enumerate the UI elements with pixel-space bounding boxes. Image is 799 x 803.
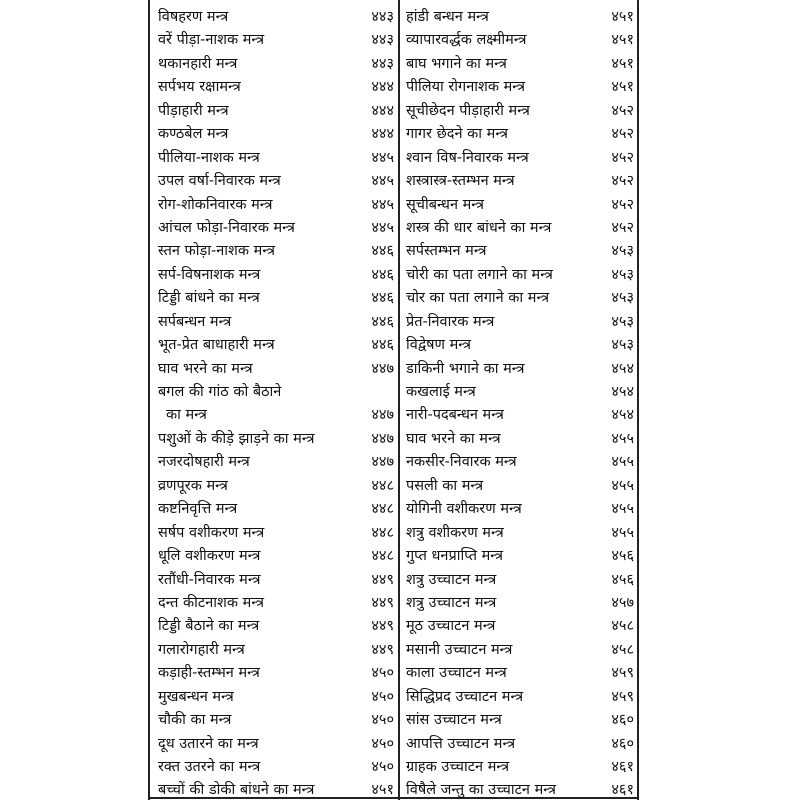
entry-title: योगिनी वशीकरण मन्त्र <box>406 501 522 518</box>
entry-title: मूठ उच्चाटन मन्त्र <box>406 618 496 635</box>
entry-page-number: ४५५ <box>611 430 634 447</box>
index-entry <box>406 522 638 545</box>
entry-title: रतौंधी-निवारक मन्त्र <box>158 571 261 588</box>
entry-title: चोर का पता लगाने का मन्त्र <box>406 290 550 307</box>
index-entry <box>406 287 638 310</box>
entry-title: आंचल फोड़ा-निवारक मन्त्र <box>158 219 295 236</box>
index-entry <box>158 522 394 545</box>
index-entry <box>158 147 394 170</box>
index-entry <box>158 545 394 568</box>
entry-page-number: ४५८ <box>611 641 634 658</box>
entry-page-number: ४५२ <box>611 196 634 213</box>
entry-page-number: ४५१ <box>611 9 634 25</box>
entry-page-number: ४४५ <box>371 219 394 236</box>
entry-page-number: ४४५ <box>371 173 394 190</box>
entry-title: वरें पीड़ा-नाशक मन्त्र <box>158 32 265 49</box>
index-entry <box>158 428 394 451</box>
entry-title: पीलिया-नाशक मन्त्र <box>158 149 260 166</box>
index-entry <box>406 404 638 427</box>
entry-title: प्रेत-निवारक मन्त्र <box>406 313 495 330</box>
entry-page-number: ४५२ <box>611 149 634 166</box>
index-entry <box>406 123 638 146</box>
entry-page-number: ४५३ <box>611 313 634 330</box>
index-entry <box>406 569 638 592</box>
entry-title: शत्रु उच्चाटन मन्त्र <box>406 594 497 611</box>
entry-page-number: ४४३ <box>371 55 394 72</box>
entry-page-number: ४४८ <box>371 524 394 541</box>
entry-page-number: ४५३ <box>611 337 634 354</box>
entry-title: डाकिनी भगाने का मन्त्र <box>406 360 525 377</box>
entry-page-number: ४४९ <box>371 571 394 588</box>
index-entry <box>406 217 638 240</box>
entry-page-number: ४४६ <box>371 266 394 283</box>
entry-title: सर्प-विषनाशक मन्त्र <box>158 266 261 283</box>
entry-title: मसानी उच्चाटन मन्त्र <box>406 641 513 658</box>
index-entry <box>158 311 394 334</box>
entry-title: व्रणपूरक मन्त्र <box>158 477 228 494</box>
index-entry <box>406 358 638 381</box>
entry-title: पशुओं के कीड़े झाड़ने का मन्त्र <box>158 430 315 447</box>
index-entry <box>406 451 638 474</box>
index-entry <box>406 194 638 217</box>
entry-title: कण्ठबेल मन्त्र <box>158 126 229 143</box>
index-entry <box>406 311 638 334</box>
index-entry <box>406 756 638 779</box>
entry-page-number: ४५१ <box>611 32 634 49</box>
entry-page-number: ४५० <box>371 665 394 682</box>
entry-page-number: ४५१ <box>611 55 634 72</box>
entry-page-number: ४४९ <box>371 618 394 635</box>
entry-title: शस्त्रास्त्र-स्तम्भन मन्त्र <box>406 173 515 190</box>
index-entry <box>158 194 394 217</box>
entry-title: बगल की गांठ को बैठाने <box>158 384 282 400</box>
entry-page-number: ४५५ <box>611 477 634 494</box>
index-entry <box>406 240 638 263</box>
index-entry <box>158 53 394 76</box>
entry-page-number: ४४७ <box>371 430 394 447</box>
entry-page-number: ४५० <box>371 712 394 729</box>
entry-page-number: ४५२ <box>611 126 634 143</box>
entry-title: चोरी का पता लगाने का मन्त्र <box>406 266 553 283</box>
entry-page-number: ४५३ <box>611 243 634 260</box>
entry-title: गागर छेदने का मन्त्र <box>406 126 509 143</box>
entry-page-number: ४४५ <box>371 149 394 166</box>
entry-page-number: ४५५ <box>611 501 634 518</box>
entry-title: कड़ाही-स्तम्भन मन्त्र <box>158 665 260 682</box>
index-entry <box>158 170 394 193</box>
entry-page-number: ४५८ <box>611 618 634 635</box>
entry-page-number: ४५२ <box>611 102 634 119</box>
entry-title: मुखबन्धन मन्त्र <box>158 688 234 705</box>
entry-title: दूध उतारने का मन्त्र <box>158 735 259 752</box>
index-entry <box>406 170 638 193</box>
entry-title: शस्त्र की धार बांधने का मन्त्र <box>406 219 552 236</box>
entry-page-number: ४४३ <box>371 32 394 49</box>
index-entry <box>406 334 638 357</box>
entry-page-number: ४६१ <box>611 759 634 775</box>
index-entry <box>158 6 394 29</box>
entry-page-number: ४५० <box>371 759 394 775</box>
entry-page-number: ४५५ <box>611 524 634 541</box>
entry-title: काला उच्चाटन मन्त्र <box>406 665 507 682</box>
index-entry <box>406 662 638 685</box>
entry-title: विषहरण मन्त्र <box>158 9 229 25</box>
entry-page-number: ४४७ <box>371 407 394 424</box>
index-entry <box>158 615 394 638</box>
entry-title: घाव भरने का मन्त्र <box>158 360 253 377</box>
index-entry <box>158 381 394 404</box>
index-entry <box>406 733 638 756</box>
index-entry <box>158 756 394 779</box>
entry-title: सर्पभय रक्षामन्त्र <box>158 79 241 96</box>
index-entry <box>406 381 638 404</box>
entry-title: स्तन फोड़ा-नाशक मन्त्र <box>158 243 276 260</box>
entry-title: विद्वेषण मन्त्र <box>406 337 472 354</box>
entry-title: सांस उच्चाटन मन्त्र <box>406 712 502 729</box>
entry-title: सर्पबन्धन मन्त्र <box>158 313 232 330</box>
entry-page-number: ४५४ <box>611 360 634 377</box>
entry-page-number: ४५६ <box>611 548 634 565</box>
index-entry <box>158 779 394 802</box>
entry-page-number: ४४६ <box>371 290 394 307</box>
entry-title: पीलिया रोगनाशक मन्त्र <box>406 79 525 96</box>
index-entry <box>158 76 394 99</box>
entry-title: गलारोगहारी मन्त्र <box>158 641 245 658</box>
index-entry <box>406 6 638 29</box>
index-entry <box>406 686 638 709</box>
index-entry <box>406 475 638 498</box>
entry-title: व्यापारवर्द्धक लक्ष्मीमन्त्र <box>406 32 527 49</box>
entry-title: गुप्त धनप्राप्ति मन्त्र <box>406 548 503 565</box>
entry-title: हांडी बन्धन मन्त्र <box>406 9 489 25</box>
index-entry <box>406 428 638 451</box>
index-entry <box>158 334 394 357</box>
entry-title: सर्पस्तम्भन मन्त्र <box>406 243 487 260</box>
index-entry <box>158 404 394 427</box>
right-index-column <box>406 6 638 803</box>
entry-page-number: ४६१ <box>611 782 634 799</box>
index-entry <box>406 545 638 568</box>
entry-title: श्वान विष-निवारक मन्त्र <box>406 149 529 166</box>
entry-title: नजरदोषहारी मन्त्र <box>158 454 250 471</box>
index-entry <box>158 733 394 756</box>
index-entry <box>406 615 638 638</box>
entry-title: कष्टनिवृत्ति मन्त्र <box>158 501 238 518</box>
entry-page-number: ४५६ <box>611 571 634 588</box>
entry-title: का मन्त्र <box>166 407 207 424</box>
index-entry <box>406 639 638 662</box>
index-entry <box>406 100 638 123</box>
entry-title: दन्त कीटनाशक मन्त्र <box>158 594 265 611</box>
entry-page-number: ४५९ <box>611 665 634 682</box>
entry-title: सिद्धिप्रद उच्चाटन मन्त्र <box>406 688 524 705</box>
entry-page-number: ४६० <box>611 712 634 729</box>
entry-page-number: ४४६ <box>371 313 394 330</box>
entry-title: चौकी का मन्त्र <box>158 712 232 729</box>
index-entry <box>158 498 394 521</box>
entry-page-number: ४५४ <box>611 384 634 400</box>
index-entry <box>158 709 394 732</box>
entry-page-number: ४५३ <box>611 290 634 307</box>
index-entry <box>406 147 638 170</box>
entry-page-number: ४४८ <box>371 548 394 565</box>
index-entry <box>158 100 394 123</box>
index-entry <box>406 709 638 732</box>
entry-page-number: ४६० <box>611 735 634 752</box>
entry-title: सर्षप वशीकरण मन्त्र <box>158 524 265 541</box>
entry-page-number: ४४९ <box>371 594 394 611</box>
entry-title: सूचीबन्धन मन्त्र <box>406 196 485 213</box>
entry-page-number: ४५७ <box>611 594 634 611</box>
entry-title: रक्त उतरने का मन्त्र <box>158 759 261 775</box>
entry-title: धूलि वशीकरण मन्त्र <box>158 548 261 565</box>
index-entry <box>158 592 394 615</box>
index-entry <box>406 779 638 802</box>
index-entry <box>158 217 394 240</box>
index-entry <box>406 264 638 287</box>
entry-title: बच्चों की डोकी बांधने का मन्त्र <box>158 782 315 799</box>
entry-page-number: ४४६ <box>371 243 394 260</box>
index-entry <box>406 53 638 76</box>
entry-title: भूत-प्रेत बाधाहारी मन्त्र <box>158 337 275 354</box>
index-entry <box>158 639 394 662</box>
entry-page-number: ४४७ <box>371 454 394 471</box>
center-column-rule <box>398 0 400 800</box>
entry-title: सूचीछेदन पीड़ाहारी मन्त्र <box>406 102 530 119</box>
index-entry <box>406 29 638 52</box>
entry-title: पीड़ाहारी मन्त्र <box>158 102 229 119</box>
entry-page-number: ४५५ <box>611 454 634 471</box>
index-entry <box>158 662 394 685</box>
index-entry <box>158 287 394 310</box>
entry-page-number: ४४४ <box>371 79 394 96</box>
entry-page-number: ४४७ <box>371 360 394 377</box>
entry-page-number: ४४४ <box>371 126 394 143</box>
entry-title: टिड्डी बैठाने का मन्त्र <box>158 618 260 635</box>
entry-title: नकसीर-निवारक मन्त्र <box>406 454 517 471</box>
entry-title: पसली का मन्त्र <box>406 477 484 494</box>
entry-page-number: ४५१ <box>371 782 394 799</box>
entry-title: शत्रु उच्चाटन मन्त्र <box>406 571 497 588</box>
entry-page-number: ४५० <box>371 688 394 705</box>
entry-title: शत्रु वशीकरण मन्त्र <box>406 524 504 541</box>
left-column-rule <box>148 0 150 800</box>
index-entry <box>406 498 638 521</box>
entry-page-number: ४५२ <box>611 219 634 236</box>
left-index-column <box>158 6 394 803</box>
entry-page-number: ४५१ <box>611 79 634 96</box>
entry-page-number: ४५३ <box>611 266 634 283</box>
entry-title: रोग-शोकनिवारक मन्त्र <box>158 196 273 213</box>
index-entry <box>158 123 394 146</box>
entry-page-number: ४५९ <box>611 688 634 705</box>
index-entry <box>406 592 638 615</box>
entry-page-number: ४५० <box>371 735 394 752</box>
entry-page-number: ४४६ <box>371 337 394 354</box>
index-entry <box>158 475 394 498</box>
entry-page-number: ४४५ <box>371 196 394 213</box>
index-entry <box>158 29 394 52</box>
entry-title: थकानहारी मन्त्र <box>158 55 238 72</box>
index-entry <box>158 451 394 474</box>
entry-page-number: ४४३ <box>371 9 394 25</box>
index-entry <box>406 76 638 99</box>
entry-title: आपत्ति उच्चाटन मन्त्र <box>406 735 516 752</box>
entry-title: टिड्डी बांधने का मन्त्र <box>158 290 260 307</box>
entry-page-number: ४४४ <box>371 102 394 119</box>
entry-page-number: ४५४ <box>611 407 634 424</box>
entry-page-number: ४४८ <box>371 501 394 518</box>
entry-title: नारी-पदबन्धन मन्त्र <box>406 407 504 424</box>
index-entry <box>158 569 394 592</box>
entry-page-number: ४४८ <box>371 477 394 494</box>
entry-title: उपल वर्षा-निवारक मन्त्र <box>158 173 281 190</box>
index-entry <box>158 240 394 263</box>
entry-title: विषैले जन्तु का उच्चाटन मन्त्र <box>406 782 556 799</box>
entry-page-number: ४५२ <box>611 173 634 190</box>
index-entry <box>158 686 394 709</box>
entry-title: घाव भरने का मन्त्र <box>406 430 501 447</box>
entry-title: कखलाई मन्त्र <box>406 384 476 400</box>
entry-page-number: ४४९ <box>371 641 394 658</box>
index-entry <box>158 358 394 381</box>
index-entry <box>158 264 394 287</box>
entry-title: ग्राहक उच्चाटन मन्त्र <box>406 759 510 775</box>
entry-title: बाघ भगाने का मन्त्र <box>406 55 507 72</box>
